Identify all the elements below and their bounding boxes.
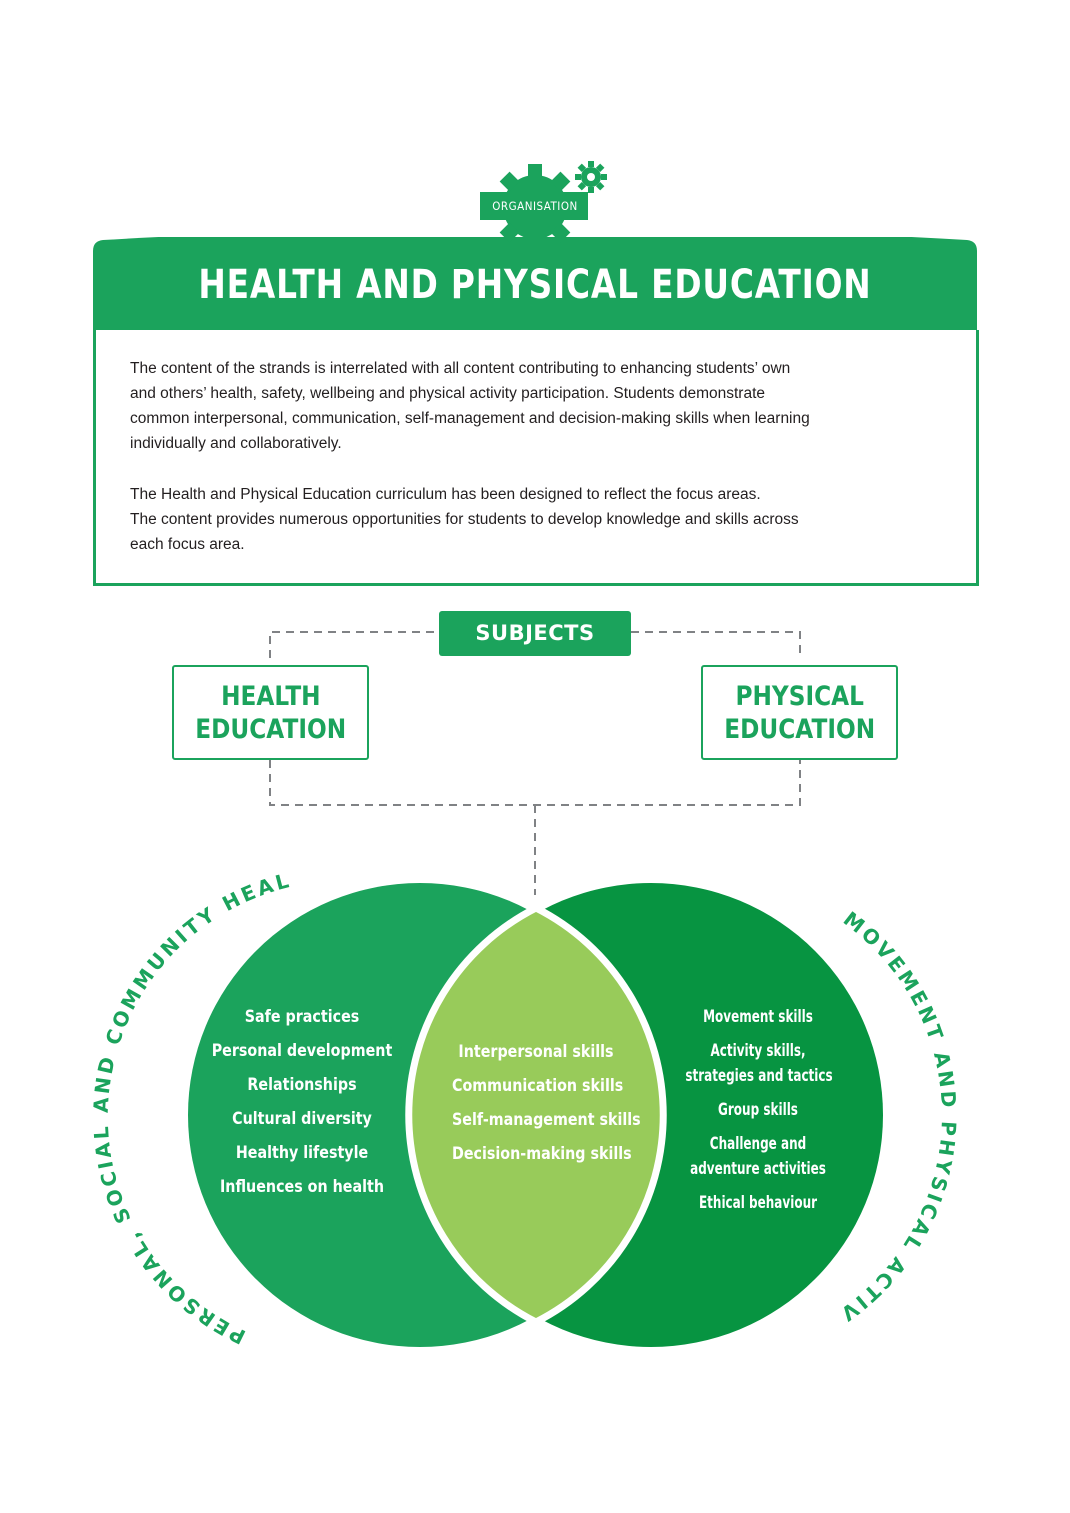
list-item — [671, 1039, 844, 1089]
list-item: Cultural diversity — [232, 1109, 372, 1129]
health-education-line: HEALTH — [220, 680, 321, 712]
organisation-badge-label: ORGANISATION — [492, 199, 578, 213]
health-education-box — [172, 665, 369, 760]
list-item — [671, 1005, 844, 1030]
page-title: HEALTH AND PHYSICAL EDUCATION — [198, 262, 872, 308]
list-item: Self-management skills — [452, 1110, 641, 1130]
list-item — [671, 1098, 844, 1123]
list-item: Decision-making skills — [452, 1144, 632, 1164]
intro-line: and others’ health, safety, wellbeing and physical activity participation. Students demonstrate — [130, 385, 766, 402]
list-item: Personal development — [211, 1041, 393, 1061]
intro-line: individually and collaboratively. — [130, 435, 342, 452]
list-item: Healthy lifestyle — [235, 1143, 369, 1163]
list-item-line: adventure activities — [690, 1159, 826, 1179]
list-item-line: Ethical behaviour — [698, 1193, 818, 1213]
list-item — [671, 1191, 844, 1216]
list-item: Influences on health — [219, 1177, 385, 1197]
list-item — [671, 1132, 844, 1182]
list-item-line: strategies and tactics — [685, 1066, 833, 1086]
physical-education-line: PHYSICAL — [735, 680, 864, 712]
subjects-label: SUBJECTS — [439, 611, 631, 656]
list-item-line: Group skills — [718, 1100, 798, 1120]
list-item: Communication skills — [452, 1076, 624, 1096]
intro-line: each focus area. — [130, 536, 245, 553]
list-item-line: Activity skills, — [710, 1041, 806, 1061]
left-strand-label: PERSONAL, SOCIAL AND COMMUNITY HEAL — [88, 868, 291, 1350]
right-strand-list — [655, 1005, 861, 1225]
list-item: Interpersonal skills — [458, 1042, 614, 1062]
intro-line: common interpersonal, communication, self-management and decision-making skills when learning — [130, 410, 810, 427]
health-education-line: EDUCATION — [195, 713, 346, 745]
intro-line: The content provides numerous opportunities for students to develop knowledge and skills across — [130, 511, 799, 528]
physical-education-line: EDUCATION — [724, 713, 875, 745]
intro-line: The content of the strands is interrelated with all content contributing to enhancing students’ own — [130, 360, 791, 377]
list-item-line: Movement skills — [703, 1007, 813, 1027]
list-item: Relationships — [247, 1075, 357, 1095]
right-strand-label: MOVEMENT AND PHYSICAL ACTIV — [834, 906, 961, 1328]
left-strand-list — [190, 1005, 414, 1209]
shared-skills-list — [436, 1040, 641, 1176]
list-item: Safe practices — [244, 1007, 360, 1027]
list-item-line: Challenge and — [709, 1134, 807, 1154]
intro-line: The Health and Physical Education curriculum has been designed to reflect the focus areas. — [130, 486, 761, 503]
physical-education-box — [701, 665, 898, 760]
